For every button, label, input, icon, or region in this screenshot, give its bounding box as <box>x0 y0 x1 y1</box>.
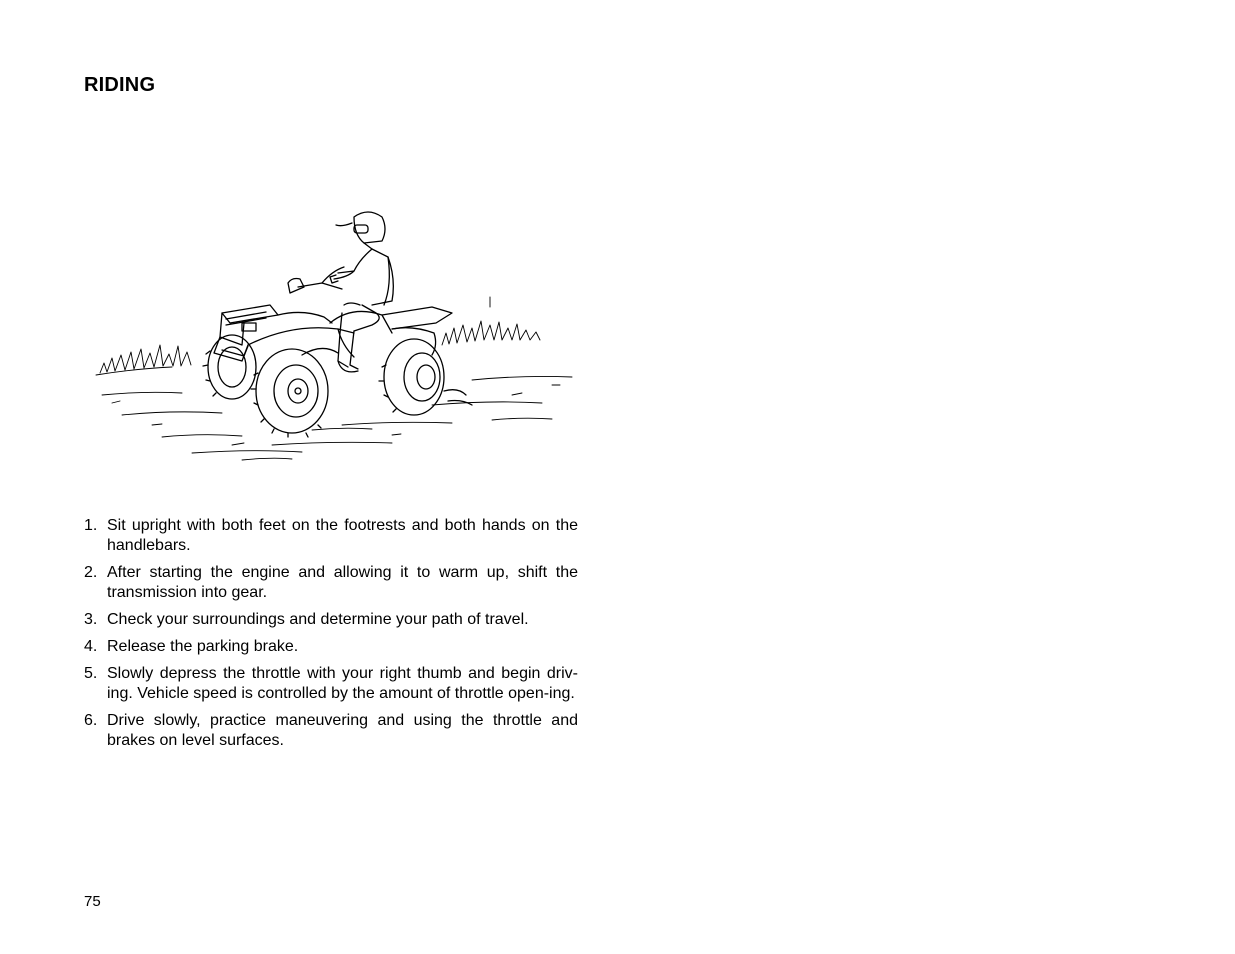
list-item <box>84 610 578 630</box>
step-number: 3. <box>84 611 98 628</box>
grass-right <box>442 297 540 345</box>
step-text: Slowly depress the throttle with your right thumb and begin driv-ing. Vehicle speed is controlled by the amount of throttle open-ing. <box>107 665 578 702</box>
atv-body <box>214 267 452 361</box>
step-text: Drive slowly, practice maneuvering and using the throttle and brakes on level surfaces. <box>107 712 578 749</box>
step-number: 2. <box>84 564 98 581</box>
list-item <box>84 563 578 603</box>
atv-rider-illustration <box>92 205 582 467</box>
list-item <box>84 637 578 657</box>
step-number: 4. <box>84 638 98 655</box>
list-item <box>84 664 578 704</box>
rider <box>330 212 393 372</box>
step-text: After starting the engine and allowing it to warm up, shift the transmission into gear. <box>107 564 578 601</box>
riding-steps-list <box>84 516 578 758</box>
list-item <box>84 516 578 556</box>
step-number: 5. <box>84 665 98 682</box>
step-number: 1. <box>84 517 98 534</box>
section-title: RIDING <box>84 74 156 96</box>
step-text: Check your surroundings and determine your path of travel. <box>107 611 529 628</box>
front-wheel-right <box>251 349 328 437</box>
ground-lines <box>96 367 572 460</box>
step-number: 6. <box>84 712 98 729</box>
list-item <box>84 711 578 751</box>
step-text: Release the parking brake. <box>107 638 299 655</box>
page-number: 75 <box>84 893 101 910</box>
step-text: Sit upright with both feet on the footrests and both hands on the handlebars. <box>107 517 578 554</box>
